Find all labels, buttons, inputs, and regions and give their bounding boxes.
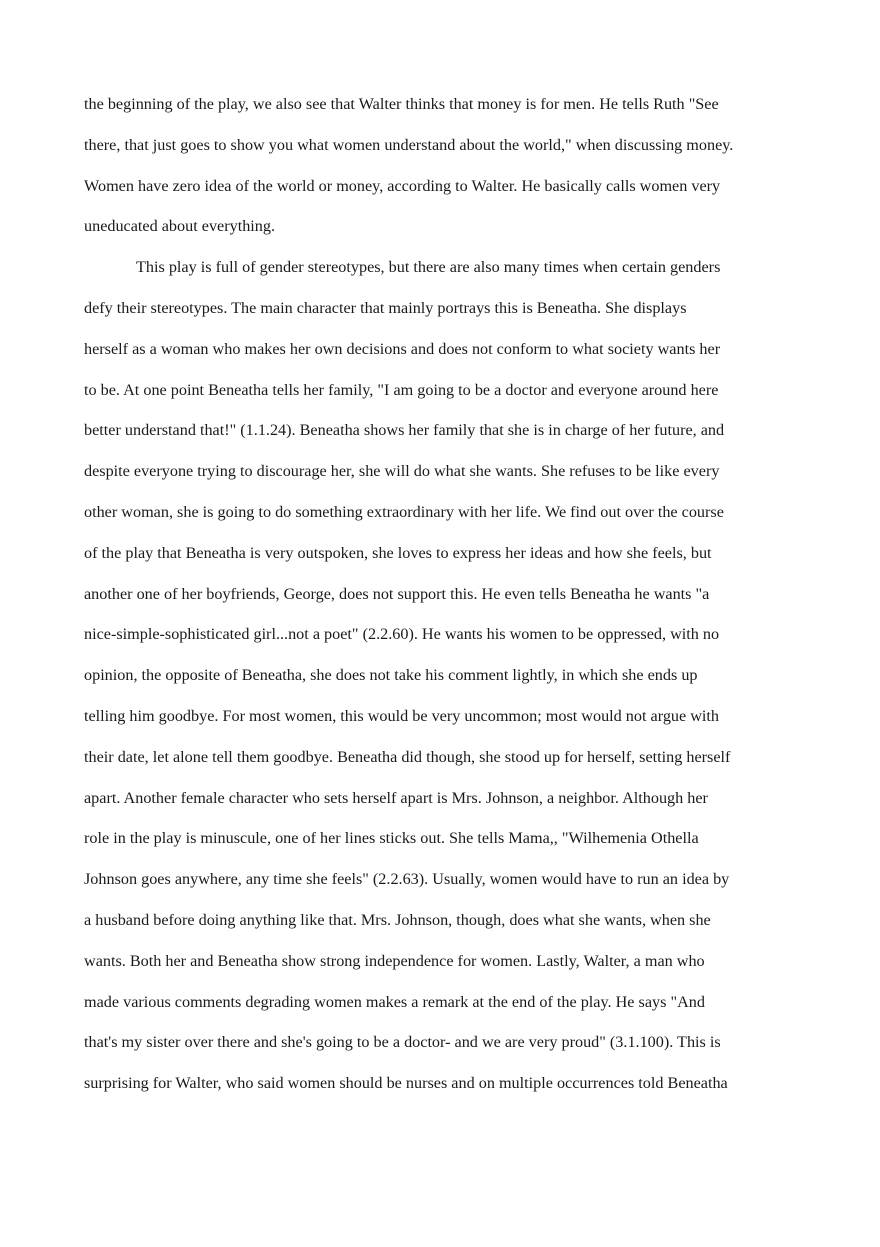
- text-line: wants. Both her and Beneatha show strong independence for women. Lastly, Walter, a man who: [84, 951, 705, 970]
- text-line: apart. Another female character who sets herself apart is Mrs. Johnson, a neighbor. Although her: [84, 788, 708, 807]
- text-line: to be. At one point Beneatha tells her family, "I am going to be a doctor and everyone around here: [84, 380, 719, 399]
- text-line: opinion, the opposite of Beneatha, she does not take his comment lightly, in which she ends up: [84, 666, 698, 685]
- text-line: of the play that Beneatha is very outspoken, she loves to express her ideas and how she feels, but: [84, 543, 712, 562]
- text-line: nice-simple-sophisticated girl...not a poet" (2.2.60). He wants his women to be oppressed, with no: [84, 625, 720, 644]
- text-line: there, that just goes to show you what women understand about the world," when discussing money.: [84, 135, 734, 154]
- text-line: herself as a woman who makes her own decisions and does not conform to what society wants her: [84, 339, 721, 358]
- text-line: their date, let alone tell them goodbye. Beneatha did though, she stood up for herself, setting herself: [84, 747, 731, 766]
- text-line: defy their stereotypes. The main character that mainly portrays this is Beneatha. She displays: [84, 298, 687, 317]
- text-line: that's my sister over there and she's going to be a doctor- and we are very proud" (3.1.100). This is: [84, 1033, 721, 1052]
- text-line: other woman, she is going to do something extraordinary with her life. We find out over the course: [84, 502, 724, 521]
- text-line: the beginning of the play, we also see that Walter thinks that money is for men. He tells Ruth "See: [84, 95, 719, 113]
- essay-body: [84, 84, 800, 1104]
- text-line: telling him goodbye. For most women, this would be very uncommon; most would not argue with: [84, 706, 720, 725]
- text-line: Women have zero idea of the world or money, according to Walter. He basically calls women very: [84, 176, 721, 195]
- text-line: a husband before doing anything like that. Mrs. Johnson, though, does what she wants, when she: [84, 910, 711, 929]
- text-line: uneducated about everything.: [84, 217, 276, 236]
- text-line: better understand that!" (1.1.24). Beneatha shows her family that she is in charge of her future, and: [84, 421, 725, 440]
- paragraph-first-line: This play is full of gender stereotypes, but there are also many times when certain genders: [136, 258, 721, 277]
- text-line: another one of her boyfriends, George, does not support this. He even tells Beneatha he wants "a: [84, 584, 710, 603]
- text-line: made various comments degrading women makes a remark at the end of the play. He says "And: [84, 992, 705, 1011]
- text-line: surprising for Walter, who said women should be nurses and on multiple occurrences told Beneatha: [84, 1074, 728, 1093]
- text-line: role in the play is minuscule, one of her lines sticks out. She tells Mama,, "Wilhemenia Othella: [84, 829, 699, 848]
- text-line: Johnson goes anywhere, any time she feels" (2.2.63). Usually, women would have to run an idea by: [84, 870, 730, 889]
- text-line: despite everyone trying to discourage her, she will do what she wants. She refuses to be like every: [84, 462, 720, 481]
